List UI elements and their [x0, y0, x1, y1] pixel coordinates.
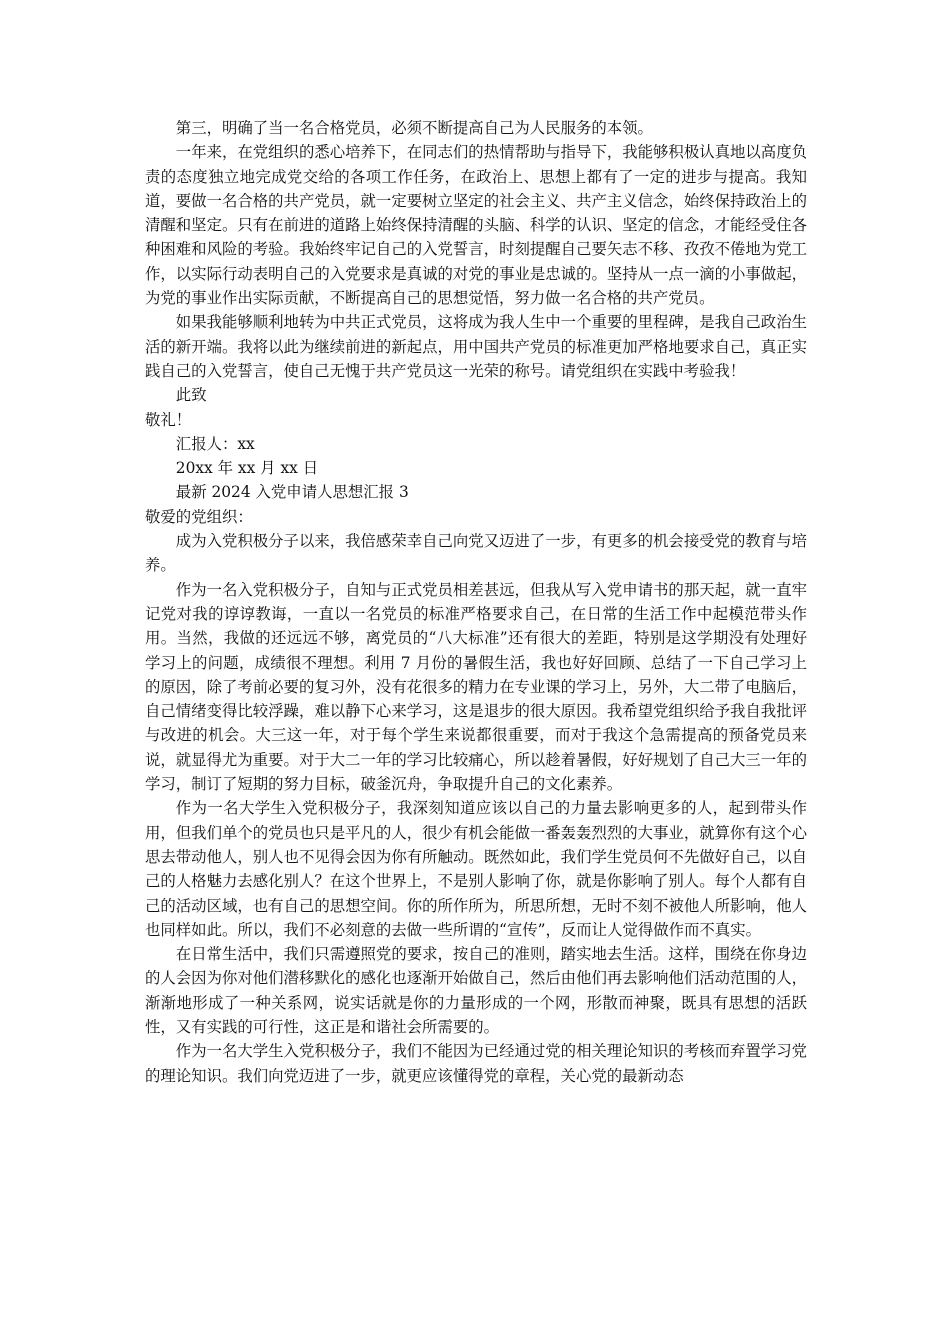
paragraph: 如果我能够顺利地转为中共正式党员，这将成为我人生中一个重要的里程碑，是我自己政治生活的新开端。我将以此为继续前进的新起点，用中国共产党员的标准更加严格地要求自己，真正实践自己的入党誓言，使自己无愧于共产党员这一光荣的称号。请党组织在实践中考验我！: [145, 313, 807, 380]
paragraph: 作为一名入党积极分子，自知与正式党员相差甚远，但我从写入党申请书的那天起，就一直牢记党对我的谆谆教诲，一直以一名党员的标准严格要求自己，在日常的生活工作中起模范带头作用。当然，我做的还远远不够，离党员的“八大标准”还有很大的差距，特别是这学期没有处理好学习上的问题，成绩很不理想。利用 7 月份的暑假生活，我也好好回顾、总结了一下自己学习上的原因，除了考前必要的复习外，没有花很多的精力在专业课的学习上，另外，大二带了电脑后，自己情绪变得比较浮躁，难以静下心来学习，这是退步的很大原因。我希望党组织给予我自我批评与改进的机会。大三这一年，对于每个学生来说都很重要，而对于我这个急需提高的预备党员来说，就显得尤为重要。对于大二一年的学习比较痛心，所以趁着暑假，好好规划了自己大三一年的学习，制订了短期的努力目标，破釜沉舟，争取提升自己的文化素养。: [145, 580, 807, 794]
closing-regards: 敬礼！: [145, 410, 192, 429]
paragraph: 在日常生活中，我们只需遵照党的要求，按自己的准则，踏实地去生活。这样，围绕在你身边的人会因为你对他们潜移默化的感化也逐渐开始做自己，然后由他们再去影响他们活动范围的人，渐渐地形成了一种关系网，说实话就是你的力量形成的一个网，形散而神聚，既具有思想的活跃性，又有实践的可行性，这正是和谐社会所需要的。: [145, 945, 807, 1036]
greeting: 敬爱的党组织：: [145, 507, 253, 526]
section-title: 最新 2024 入党申请人思想汇报 3: [175, 483, 409, 502]
paragraph: 作为一名大学生入党积极分子，我深刻知道应该以自己的力量去影响更多的人，起到带头作用，但我们单个的党员也只是平凡的人，很少有机会能做一番轰轰烈烈的大事业，就算你有这个心思去带动他人，别人也不见得会因为你有所触动。既然如此，我们学生党员何不先做好自己，以自己的人格魅力去感化别人？在这个世界上，不是别人影响了你，就是你影响了别人。每个人都有自己的活动区域，也有自己的思想空间。你的所作所为，所思所想，无时不刻不被他人所影响，他人也同样如此。所以，我们不必刻意的去做一些所谓的“宣传”，反而让人觉得做作而不真实。: [145, 799, 807, 939]
reporter-signature: 汇报人：xx: [175, 434, 255, 453]
paragraph: 一年来，在党组织的悉心培养下，在同志们的热情帮助与指导下，我能够积极认真地以高度负责的态度独立地完成党交给的各项工作任务，在政治上、思想上都有了一定的进步与提高。我知道，要做一名合格的共产党员，就一定要树立坚定的社会主义、共产主义信念，始终保持政治上的清醒和坚定。只有在前进的道路上始终保持清醒的头脑、科学的认识、坚定的信念，才能经受住各种困难和风险的考验。我始终牢记自己的入党誓言，时刻提醒自己要矢志不移、孜孜不倦地为党工作，以实际行动表明自己的入党要求是真诚的对党的事业是忠诚的。坚持从一点一滴的小事做起，为党的事业作出实际贡献，不断提高自己的思想觉悟，努力做一名合格的共产党员。: [145, 143, 807, 308]
paragraph: 第三，明确了当一名合格党员，必须不断提高自己为人民服务的本领。: [175, 119, 653, 137]
paragraph: 成为入党积极分子以来，我倍感荣幸自己向党又迈进了一步，有更多的机会接受党的教育与培养。: [145, 532, 807, 575]
closing-salutation: 此致: [175, 386, 207, 405]
document-body: [145, 116, 807, 1088]
report-date: 20xx 年 xx 月 xx 日: [175, 459, 319, 478]
paragraph: 作为一名大学生入党积极分子，我们不能因为已经通过党的相关理论知识的考核而弃置学习党的理论知识。我们向党迈进了一步，就更应该懂得党的章程，关心党的最新动态: [145, 1042, 807, 1085]
